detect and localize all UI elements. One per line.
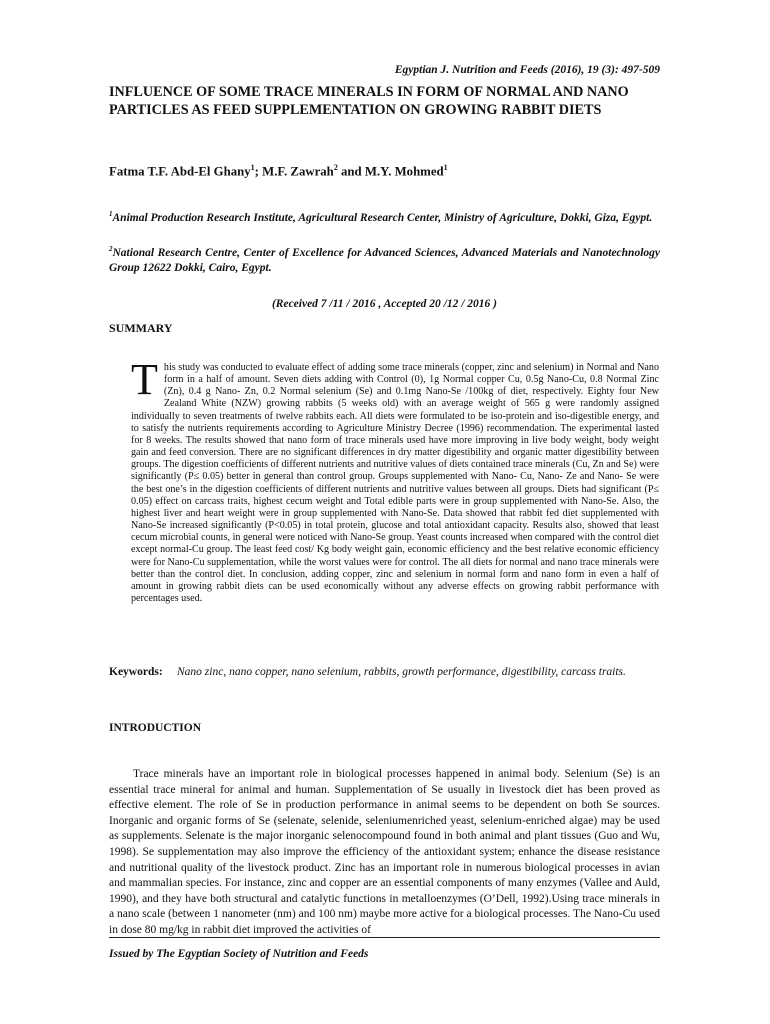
affiliation-mark: 1: [109, 210, 113, 218]
author-name: M.F. Zawrah: [262, 164, 334, 179]
drop-cap: T: [131, 355, 158, 404]
author-affiliation-mark: 1: [443, 163, 448, 172]
introduction-text: Trace minerals have an important role in biological processes happened in animal body. Selenium (Se) is an essential trace mineral for animal and human. Supplementation of Se usually in livestock diet has been proved as effective element. The role of Se in production performance in animal seems to be dependent on both Se sources. Inorganic and organic forms of Se (selenate, selenide, seleniumenriched yeast, selenium-enriched algae) may be used as supplements. Selenate is the major inorganic selenocompound found in both animal and plant tissues (Guo and Wu, 1998). Se supplementation may also improve the efficiency of the antioxidant system; enhance the disease resistance and nutritional quality of the livestock product. Zinc has an important role in numerous biological processes in avian and mammalian species. For instance, zinc and copper are an essential components of many enzymes (Vallee and Auld, 1990), and they have both structural and catalytic functions in metalloenzymes (O’Dell, 1992).Using trace minerals in a nano scale (between 1 nanometer (nm) and 100 nm) maybe more active for a biological processes. The Nano-Cu used in dose 80 mg/kg in rabbit diet improved the activities of: [109, 768, 660, 936]
paper-title: INFLUENCE OF SOME TRACE MINERALS IN FORM OF NORMAL AND NANO PARTICLES AS FEED SUPPLEMENTATION ON GROWING RABBIT DIETS: [109, 84, 629, 118]
introduction-heading: INTRODUCTION: [109, 722, 202, 734]
author-separator: and: [337, 164, 365, 179]
author-list: [109, 163, 660, 179]
keywords: [109, 665, 660, 681]
keywords-label: Keywords:: [109, 666, 163, 678]
affiliation: [109, 207, 660, 226]
journal-citation: Egyptian J. Nutrition and Feeds (2016), 19 (3): 497-509: [394, 63, 660, 76]
affiliation-text: Animal Production Research Institute, Agricultural Research Center, Ministry of Agriculture, Dokki, Giza, Egypt.: [112, 211, 653, 224]
author-name: Fatma T.F. Abd-El Ghany: [109, 164, 251, 179]
summary-text: [131, 355, 659, 605]
affiliation: [109, 242, 660, 277]
footer-publisher: Issued by The Egyptian Society of Nutrition and Feeds: [109, 948, 369, 960]
keywords-text: Nano zinc, nano copper, nano selenium, rabbits, growth performance, digestibility, carcass traits.: [177, 666, 626, 678]
affiliation-mark: 2: [109, 245, 113, 253]
received-dates: (Received 7 /11 / 2016 , Accepted 20 /12 / 2016 ): [271, 298, 498, 310]
author-name: M.Y. Mohmed: [364, 164, 444, 179]
author-separator: ;: [254, 164, 263, 179]
summary-body: his study was conducted to evaluate effect of adding some trace minerals (copper, zinc and selenium) in Normal and Nano form in a half of amount. Seven diets adding with Control (0), 1g Normal copper Cu, 0.5g Nano-Cu, 0.8 Normal Zinc (Zn), 0.4 g Nano- Zn, 0.2 Normal selenium (Se) and 0.1mg Nano-Se /100kg of diet, respectively. Eighty four New Zealand White (NZW) growing rabbits (5 weeks old) with an average weight of 565 g were randomly assigned individually to seven treatments of twelve rabbits each. All diets were formulated to be iso-protein and iso-digestible energy, and to satisfy the nutrients requirements according to Agriculture Ministry Decree (1996) recommendation. The experimental lasted for 8 weeks. The results showed that nano form of trace minerals used have more improving in live body weight, body weight gain and feed conversion. There are no significant differences in dry matter digestibility and organic matter digestibility between groups. The digestion coefficients of different nutrients and nutritive values of diets contained trace minerals (Cu, Zn and Se) were significantly (P≤ 0.05) better in general than control group. Groups supplemented with Nano- Cu, Nano- Ze and Nano- Se were the best one’s in the digestion coefficients of different nutrients and nutritive values between all groups. Diets had significant (P≤ 0.05) effect on carcass traits, highest cecum weight and Total edible parts were in group supplemented with Nano-Se. Also, the highest liver and heart weight were in group supplemented with Nano-Se. Data showed that rabbit fed diet supplemented with Nano-Se increased significantly (P<0.05) in total protein, glucose and total antioxidant capacity. Results also, showed that least cecum microbial counts, in general were noticed with Nano-Se group. Yeast counts increased when compared with the control diet except normal-Cu group. The least feed cost/ Kg body weight gain, economic efficiency and the best relative economic efficiency were for Nano-Cu supplementation, while the worst values were for control. The all diets for normal and nano trace minerals were better than the control diet. In conclusion, adding copper, zinc and selenium in normal form and nano form in even a half of amount in growing rabbit diets can be used economically without any adverse effects on growing rabbit performance with percentages used.: [131, 362, 659, 604]
author-affiliation-mark: 2: [333, 163, 338, 172]
affiliation-text: National Research Centre, Center of Excellence for Advanced Sciences, Advanced Materials and Nanotechnology Group 12622 Dokki, Cairo, Egypt.: [109, 246, 660, 275]
summary-heading: SUMMARY: [109, 321, 173, 335]
footer-divider: [109, 937, 660, 938]
author-affiliation-mark: 1: [250, 163, 255, 172]
